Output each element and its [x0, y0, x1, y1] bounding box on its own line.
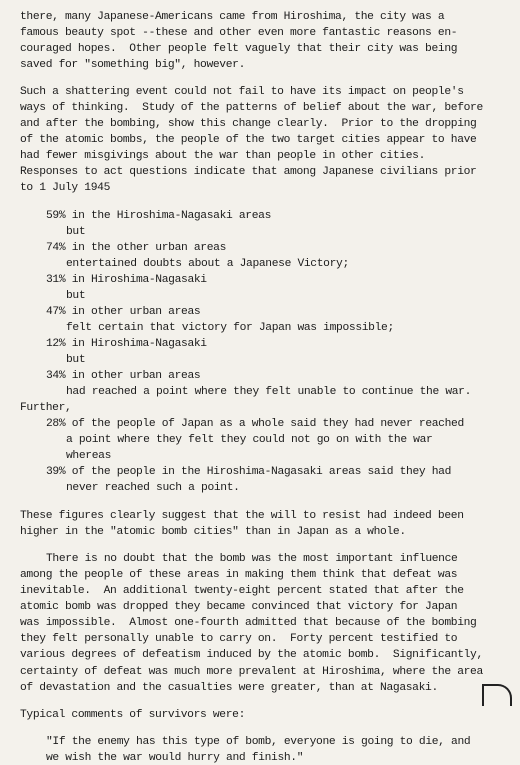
text-line: had reached a point where they felt unable to continue the war. [66, 386, 472, 398]
text-line: but [66, 290, 86, 302]
page-corner-mark [482, 684, 512, 706]
text-line: and after the bombing, show this change clearly. Prior to the dropping [20, 118, 477, 130]
text-line: we wish the war would hurry and finish." [46, 752, 304, 764]
text-line: of the atomic bombs, the people of the two target cities appear to have [20, 134, 477, 146]
text-line: Further, [20, 402, 72, 414]
text-line: had fewer misgivings about the war than people in other cities. [20, 150, 426, 162]
text-line: among the people of these areas in making them think that defeat was [20, 569, 458, 581]
text-line: 39% of the people in the Hiroshima-Nagasaki areas said they had [46, 466, 452, 478]
text-line: These figures clearly suggest that the will to resist had indeed been [20, 510, 464, 522]
text-line: 34% in other urban areas [46, 370, 201, 382]
text-line: felt certain that victory for Japan was impossible; [66, 322, 394, 334]
text-line: there, many Japanese-Americans came from Hiroshima, the city was a [20, 11, 445, 23]
text-line: 47% in other urban areas [46, 306, 201, 318]
text-line: "If the enemy has this type of bomb, everyone is going to die, and [46, 736, 471, 748]
text-line: to 1 July 1945 [20, 182, 111, 194]
text-line: Such a shattering event could not fail to have its impact on people's [20, 86, 464, 98]
text-line: but [66, 354, 86, 366]
text-line: 12% in Hiroshima-Nagasaki [46, 338, 207, 350]
text-line: Responses to act questions indicate that among Japanese civilians prior [20, 166, 477, 178]
text-line: famous beauty spot --these and other even more fantastic reasons en- [20, 27, 458, 39]
text-line: of devastation and the casualties were greater, than at Nagasaki. [20, 682, 438, 694]
text-line: was impossible. Almost one-fourth admitted that because of the bombing [20, 617, 477, 629]
text-line: Typical comments of survivors were: [20, 709, 246, 721]
text-line: inevitable. An additional twenty-eight percent stated that after the [20, 585, 464, 597]
text-line: ways of thinking. Study of the patterns of belief about the war, before [20, 102, 483, 114]
text-line: higher in the "atomic bomb cities" than in Japan as a whole. [20, 526, 406, 538]
text-line: 74% in the other urban areas [46, 242, 227, 254]
text-line: whereas [66, 450, 112, 462]
text-line: but [66, 226, 86, 238]
text-line: they felt personally unable to carry on. Forty percent testified to [20, 633, 458, 645]
text-line: certainty of defeat was much more prevalent at Hiroshima, where the area [20, 666, 483, 678]
text-line: 59% in the Hiroshima-Nagasaki areas [46, 210, 272, 222]
text-line: entertained doubts about a Japanese Victory; [66, 258, 349, 270]
text-line: various degrees of defeatism induced by the atomic bomb. Significantly, [20, 649, 483, 661]
text-line: a point where they felt they could not go on with the war [66, 434, 433, 446]
text-line: atomic bomb was dropped they became convinced that victory for Japan [20, 601, 458, 613]
text-line: saved for "something big", however. [20, 59, 246, 71]
text-line: never reached such a point. [66, 482, 240, 494]
text-line: 31% in Hiroshima-Nagasaki [46, 274, 207, 286]
text-line: 28% of the people of Japan as a whole said they had never reached [46, 418, 464, 430]
text-line: couraged hopes. Other people felt vaguely that their city was being [20, 43, 458, 55]
text-line: There is no doubt that the bomb was the most important influence [46, 553, 458, 565]
